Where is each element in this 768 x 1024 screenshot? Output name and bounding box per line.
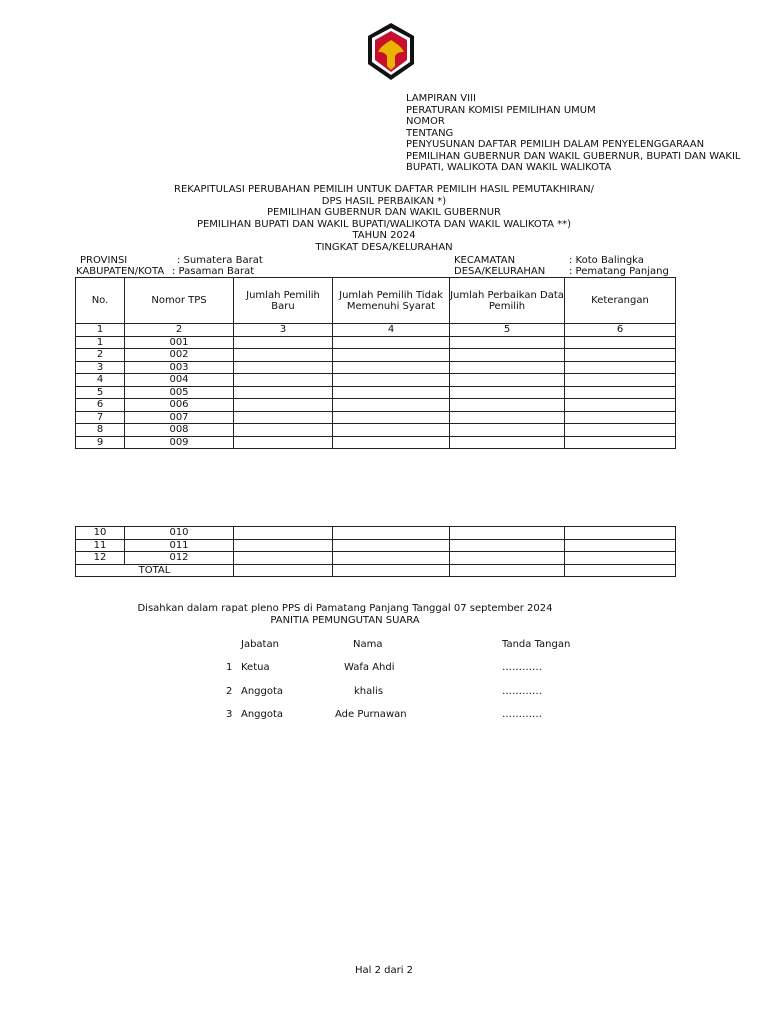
header-no: No. xyxy=(76,278,125,324)
row-empty-cell xyxy=(565,336,676,349)
kecamatan-value: : Koto Balingka xyxy=(569,255,644,266)
table-row xyxy=(76,527,676,540)
document-title xyxy=(0,184,768,253)
title-line: REKAPITULASI PERUBAHAN PEMILIH UNTUK DAFTAR PEMILIH HASIL PEMUTAKHIRAN/ xyxy=(174,184,594,195)
desa-value: : Pematang Panjang xyxy=(569,266,669,277)
table-header-row xyxy=(76,278,676,324)
row-empty-cell xyxy=(333,361,450,374)
table-row xyxy=(76,424,676,437)
row-empty-cell xyxy=(234,527,333,540)
row-empty-cell xyxy=(565,424,676,437)
row-tps: 004 xyxy=(125,374,234,387)
row-empty-cell xyxy=(565,411,676,424)
row-no: 6 xyxy=(76,399,125,412)
row-no: 4 xyxy=(76,374,125,387)
row-tps: 002 xyxy=(125,349,234,362)
table-row xyxy=(76,539,676,552)
member-nama: Wafa Ahdi xyxy=(344,662,395,673)
row-empty-cell xyxy=(333,411,450,424)
row-empty-cell xyxy=(450,336,565,349)
row-empty-cell xyxy=(450,411,565,424)
row-empty-cell xyxy=(450,527,565,540)
member-nama: khalis xyxy=(354,686,384,697)
lampiran-line: LAMPIRAN VIII xyxy=(406,93,476,104)
row-empty-cell xyxy=(565,436,676,449)
row-empty-cell xyxy=(333,552,450,565)
header-pemilih-baru: Jumlah Pemilih Baru xyxy=(234,278,333,324)
kpu-logo xyxy=(365,22,417,82)
title-line: TAHUN 2024 xyxy=(352,230,416,241)
col-number: 4 xyxy=(333,324,450,337)
table-row xyxy=(76,399,676,412)
row-empty-cell xyxy=(333,399,450,412)
row-empty-cell xyxy=(333,386,450,399)
row-tps: 010 xyxy=(125,527,234,540)
row-empty-cell xyxy=(565,552,676,565)
member-signature: ………… xyxy=(502,686,542,697)
row-tps: 011 xyxy=(125,539,234,552)
lampiran-line: PENYUSUNAN DAFTAR PEMILIH DALAM PENYELENGGARAAN xyxy=(406,139,705,150)
total-cell xyxy=(565,564,676,577)
row-empty-cell xyxy=(234,349,333,362)
provinsi-label: PROVINSI xyxy=(80,255,128,266)
row-no: 10 xyxy=(76,527,125,540)
header-perbaikan-data: Jumlah Perbaikan Data Pemilih xyxy=(450,278,565,324)
row-no: 3 xyxy=(76,361,125,374)
table-row xyxy=(76,349,676,362)
row-no: 11 xyxy=(76,539,125,552)
header-keterangan: Keterangan xyxy=(565,278,676,324)
row-empty-cell xyxy=(234,399,333,412)
total-label: TOTAL xyxy=(76,564,234,577)
row-empty-cell xyxy=(565,399,676,412)
col-jabatan: Jabatan xyxy=(241,639,279,650)
kabupaten-value: : Pasaman Barat xyxy=(172,266,255,277)
recap-table-continued xyxy=(75,526,676,577)
col-number: 1 xyxy=(76,324,125,337)
row-no: 2 xyxy=(76,349,125,362)
row-tps: 003 xyxy=(125,361,234,374)
col-number: 3 xyxy=(234,324,333,337)
provinsi-value: : Sumatera Barat xyxy=(177,255,263,266)
row-empty-cell xyxy=(450,386,565,399)
recap-table xyxy=(75,277,676,449)
row-empty-cell xyxy=(450,436,565,449)
total-cell xyxy=(333,564,450,577)
kabupaten-label: KABUPATEN/KOTA xyxy=(76,266,165,277)
row-empty-cell xyxy=(565,386,676,399)
member-no: 3 xyxy=(226,709,233,720)
lampiran-line: BUPATI, WALIKOTA DAN WAKIL WALIKOTA xyxy=(406,162,612,173)
row-tps: 001 xyxy=(125,336,234,349)
col-number: 2 xyxy=(125,324,234,337)
table-row xyxy=(76,386,676,399)
row-no: 8 xyxy=(76,424,125,437)
row-empty-cell xyxy=(450,361,565,374)
row-empty-cell xyxy=(565,374,676,387)
row-empty-cell xyxy=(565,527,676,540)
row-tps: 007 xyxy=(125,411,234,424)
row-empty-cell xyxy=(333,424,450,437)
row-empty-cell xyxy=(450,349,565,362)
row-empty-cell xyxy=(234,552,333,565)
row-no: 9 xyxy=(76,436,125,449)
table-row xyxy=(76,361,676,374)
member-jabatan: Ketua xyxy=(241,662,270,673)
row-empty-cell xyxy=(234,361,333,374)
row-empty-cell xyxy=(234,336,333,349)
row-empty-cell xyxy=(333,527,450,540)
row-empty-cell xyxy=(450,539,565,552)
row-tps: 006 xyxy=(125,399,234,412)
row-tps: 009 xyxy=(125,436,234,449)
title-line: DPS HASIL PERBAIKAN *) xyxy=(321,195,447,207)
row-tps: 008 xyxy=(125,424,234,437)
title-line: TINGKAT DESA/KELURAHAN xyxy=(315,241,453,253)
total-cell xyxy=(234,564,333,577)
row-no: 5 xyxy=(76,386,125,399)
row-no: 1 xyxy=(76,336,125,349)
row-empty-cell xyxy=(234,374,333,387)
title-line: PEMILIHAN GUBERNUR DAN WAKIL GUBERNUR xyxy=(267,207,501,218)
header-nomor-tps: Nomor TPS xyxy=(125,278,234,324)
member-nama: Ade Purnawan xyxy=(335,709,407,720)
member-no: 2 xyxy=(226,686,233,697)
col-number: 5 xyxy=(450,324,565,337)
lampiran-line: TENTANG xyxy=(406,127,454,139)
row-empty-cell xyxy=(234,386,333,399)
table-row xyxy=(76,411,676,424)
col-nama: Nama xyxy=(353,639,383,650)
table-row xyxy=(76,374,676,387)
member-signature: ………… xyxy=(502,662,542,673)
row-empty-cell xyxy=(565,361,676,374)
header-tidak-memenuhi-syarat: Jumlah Pemilih Tidak Memenuhi Syarat xyxy=(333,278,450,324)
row-no: 12 xyxy=(76,552,125,565)
table-row xyxy=(76,336,676,349)
page-number: Hal 2 dari 2 xyxy=(354,965,414,976)
row-empty-cell xyxy=(450,552,565,565)
lampiran-line: PERATURAN KOMISI PEMILIHAN UMUM xyxy=(406,104,596,116)
member-jabatan: Anggota xyxy=(241,686,284,697)
title-line: PEMILIHAN BUPATI DAN WAKIL BUPATI/WALIKOTA DAN WAKIL WALIKOTA **) xyxy=(196,218,572,230)
row-tps: 005 xyxy=(125,386,234,399)
kecamatan-label: KECAMATAN xyxy=(454,255,516,266)
committee-name: PANITIA PEMUNGUTAN SUARA xyxy=(270,615,420,626)
lampiran-block xyxy=(406,93,741,174)
row-empty-cell xyxy=(234,411,333,424)
row-empty-cell xyxy=(234,436,333,449)
desa-label: DESA/KELURAHAN xyxy=(454,266,546,277)
row-empty-cell xyxy=(450,374,565,387)
lampiran-line: PEMILIHAN GUBERNUR DAN WAKIL GUBERNUR, BUPATI DAN WAKIL xyxy=(406,150,741,162)
member-signature: ………… xyxy=(502,709,542,720)
col-number: 6 xyxy=(565,324,676,337)
approval-statement: Disahkan dalam rapat pleno PPS di Pamatang Panjang Tanggal 07 september 2024 xyxy=(137,603,553,614)
column-number-row xyxy=(76,324,676,337)
row-empty-cell xyxy=(333,349,450,362)
row-empty-cell xyxy=(333,374,450,387)
table-row xyxy=(76,436,676,449)
member-jabatan: Anggota xyxy=(241,709,284,720)
member-no: 1 xyxy=(226,662,233,673)
row-empty-cell xyxy=(333,436,450,449)
total-row xyxy=(76,564,676,577)
row-empty-cell xyxy=(234,539,333,552)
row-empty-cell xyxy=(565,349,676,362)
row-empty-cell xyxy=(333,539,450,552)
row-empty-cell xyxy=(565,539,676,552)
table-row xyxy=(76,552,676,565)
col-tanda-tangan: Tanda Tangan xyxy=(502,639,571,650)
row-empty-cell xyxy=(450,424,565,437)
row-empty-cell xyxy=(333,336,450,349)
row-tps: 012 xyxy=(125,552,234,565)
lampiran-line: NOMOR xyxy=(406,116,445,127)
total-cell xyxy=(450,564,565,577)
row-no: 7 xyxy=(76,411,125,424)
row-empty-cell xyxy=(450,399,565,412)
row-empty-cell xyxy=(234,424,333,437)
